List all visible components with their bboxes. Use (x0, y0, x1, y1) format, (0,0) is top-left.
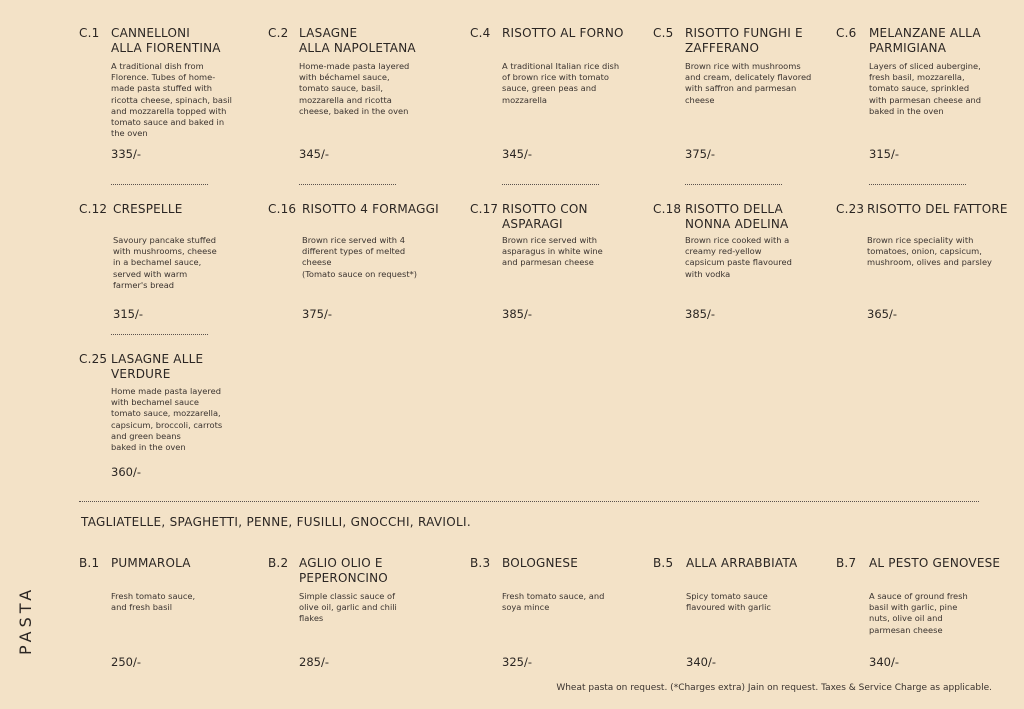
item-separator (869, 184, 966, 185)
item-description: Fresh tomato sauce, and soya mince (502, 591, 605, 613)
item-title: RISOTTO DEL FATTORE (867, 202, 1008, 216)
item-code: C.4 (470, 26, 491, 40)
item-description: Brown rice served with 4 different types of melted cheese (Tomato sauce on request*) (302, 235, 417, 279)
item-title: BOLOGNESE (502, 556, 579, 570)
item-code: B.7 (836, 556, 857, 570)
item-description: Brown rice with mushrooms and cream, delicately flavored with saffron and parmesan cheese (685, 61, 812, 105)
item-description: Brown rice speciality with tomatoes, onion, capsicum, mushroom, olives and parsley (867, 235, 992, 268)
item-title: RISOTTO CON ASPARAGI (502, 202, 588, 231)
item-price: 375/- (302, 307, 332, 321)
footer-note: Wheat pasta on request. (*Charges extra) Jain on request. Taxes & Service Charge as applicable. (556, 683, 992, 693)
item-price: 315/- (869, 147, 899, 161)
item-separator (685, 184, 782, 185)
item-code: C.6 (836, 26, 857, 40)
item-title: RISOTTO AL FORNO (502, 26, 624, 40)
item-separator (111, 184, 208, 185)
item-code: C.2 (268, 26, 289, 40)
item-price: 335/- (111, 147, 141, 161)
item-price: 340/- (686, 655, 716, 669)
item-title: AL PESTO GENOVESE (869, 556, 1001, 570)
item-title: LASAGNE ALLA NAPOLETANA (299, 26, 416, 55)
item-price: 375/- (685, 147, 715, 161)
item-description: Spicy tomato sauce flavoured with garlic (686, 591, 771, 613)
item-description: Savoury pancake stuffed with mushrooms, cheese in a bechamel sauce, served with warm farmer's bread (113, 235, 217, 290)
item-code: C.16 (268, 202, 297, 216)
item-code: B.5 (653, 556, 674, 570)
item-code: B.3 (470, 556, 491, 570)
item-price: 360/- (111, 465, 141, 479)
item-title: LASAGNE ALLE VERDURE (111, 352, 204, 381)
item-code: C.5 (653, 26, 674, 40)
item-description: A sauce of ground fresh basil with garlic, pine nuts, olive oil and parmesan cheese (869, 591, 968, 635)
item-code: C.12 (79, 202, 108, 216)
item-title: MELANZANE ALLA PARMIGIANA (869, 26, 981, 55)
item-price: 385/- (502, 307, 532, 321)
item-price: 285/- (299, 655, 329, 669)
item-separator (111, 334, 208, 335)
item-code: C.17 (470, 202, 499, 216)
item-title: PUMMAROLA (111, 556, 191, 570)
item-title: ALLA ARRABBIATA (686, 556, 798, 570)
pasta-types-heading: TAGLIATELLE, SPAGHETTI, PENNE, FUSILLI, GNOCCHI, RAVIOLI. (81, 515, 471, 529)
item-code: C.25 (79, 352, 108, 366)
item-title: AGLIO OLIO E PEPERONCINO (299, 556, 388, 585)
item-title: RISOTTO DELLA NONNA ADELINA (685, 202, 789, 231)
item-price: 340/- (869, 655, 899, 669)
item-description: A traditional Italian rice dish of brown rice with tomato sauce, green peas and mozzarella (502, 61, 620, 105)
item-price: 325/- (502, 655, 532, 669)
item-price: 365/- (867, 307, 897, 321)
item-separator (502, 184, 599, 185)
item-title: RISOTTO 4 FORMAGGI (302, 202, 439, 216)
item-price: 385/- (685, 307, 715, 321)
item-price: 250/- (111, 655, 141, 669)
item-code: C.23 (836, 202, 865, 216)
item-description: Fresh tomato sauce, and fresh basil (111, 591, 196, 613)
item-title: RISOTTO FUNGHI E ZAFFERANO (685, 26, 803, 55)
item-description: Brown rice cooked with a creamy red-yellow capsicum paste flavoured with vodka (685, 235, 792, 279)
item-code: C.1 (79, 26, 100, 40)
item-title: CANNELLONI ALLA FIORENTINA (111, 26, 221, 55)
item-code: B.1 (79, 556, 100, 570)
item-description: Brown rice served with asparagus in white wine and parmesan cheese (502, 235, 603, 268)
item-description: Simple classic sauce of olive oil, garlic and chili flakes (299, 591, 397, 624)
item-code: C.18 (653, 202, 682, 216)
section-title: PASTA (16, 585, 35, 655)
section-divider (79, 501, 979, 502)
item-price: 345/- (299, 147, 329, 161)
item-title: CRESPELLE (113, 202, 183, 216)
item-description: A traditional dish from Florence. Tubes of home- made pasta stuffed with ricotta cheese, spinach, basil and mozzarella topped with tomato sauce and baked in the oven (111, 61, 232, 139)
item-price: 345/- (502, 147, 532, 161)
item-description: Home-made pasta layered with béchamel sauce, tomato sauce, basil, mozzarella and ricotta cheese, baked in the oven (299, 61, 410, 116)
item-price: 315/- (113, 307, 143, 321)
item-description: Layers of sliced aubergine, fresh basil, mozzarella, tomato sauce, sprinkled with parmesan cheese and baked in the oven (869, 61, 982, 116)
item-code: B.2 (268, 556, 289, 570)
item-separator (299, 184, 396, 185)
item-description: Home made pasta layered with bechamel sauce tomato sauce, mozzarella, capsicum, broccoli, carrots and green beans baked in the oven (111, 386, 223, 453)
